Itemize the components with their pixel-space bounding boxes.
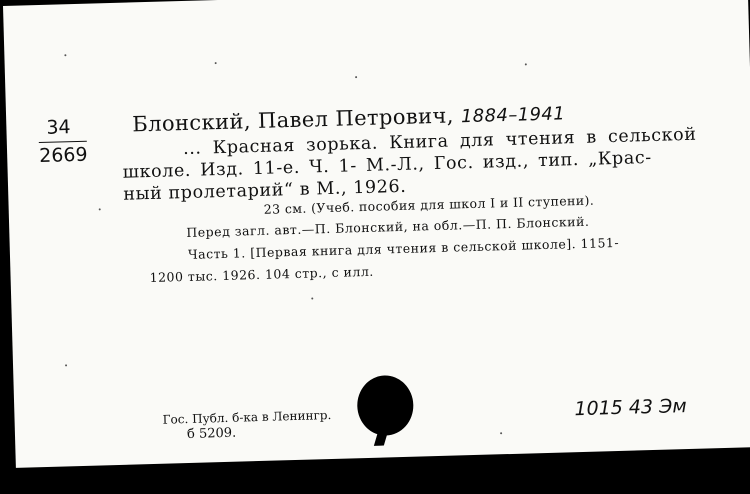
catalog-card: [3, 0, 750, 468]
entry-line-1: ... Красная зорька. Книга для чтения в сельской: [182, 124, 697, 160]
entry-line-6: Часть 1. [Первая книга для чтения в сельской школе]. 1151-: [187, 234, 620, 262]
speck: [64, 54, 66, 56]
shelf-mark-bottom: 2669: [38, 143, 88, 168]
shelf-mark-divider: [39, 141, 87, 143]
speck: [215, 62, 217, 64]
library-stamp: [162, 408, 332, 443]
entry-line-5: Перед загл. авт.—П. Блонский, на обл.—П. П. Блонский.: [186, 213, 590, 240]
author-name: Блонский, Павел Петрович,: [132, 103, 455, 137]
entry-line-3: ный пролетарий“ в М., 1926.: [123, 176, 407, 205]
speck: [311, 297, 313, 299]
entry-line-2: школе. Изд. 11-е. Ч. 1- M.-Л., Гос. изд., тип. „Крас-: [122, 147, 653, 183]
speck: [525, 63, 527, 65]
shelf-mark-top: 34: [46, 116, 71, 139]
speck: [99, 208, 101, 210]
speck: [500, 432, 502, 434]
entry-line-7: 1200 тыс. 1926. 104 стр., с илл.: [149, 263, 374, 286]
speck: [65, 364, 67, 366]
speck: [355, 76, 357, 78]
stamp-line-2: б 5209.: [186, 425, 237, 443]
stamp-line-1: Гос. Публ. б-ка в Ленингр.: [162, 407, 332, 427]
entry-line-4: 23 см. (Учеб. пособия для школ I и II ступени).: [263, 192, 595, 217]
author-dates: 1884–1941: [460, 103, 566, 128]
handwritten-note: 1015 43 Эм: [574, 395, 687, 421]
